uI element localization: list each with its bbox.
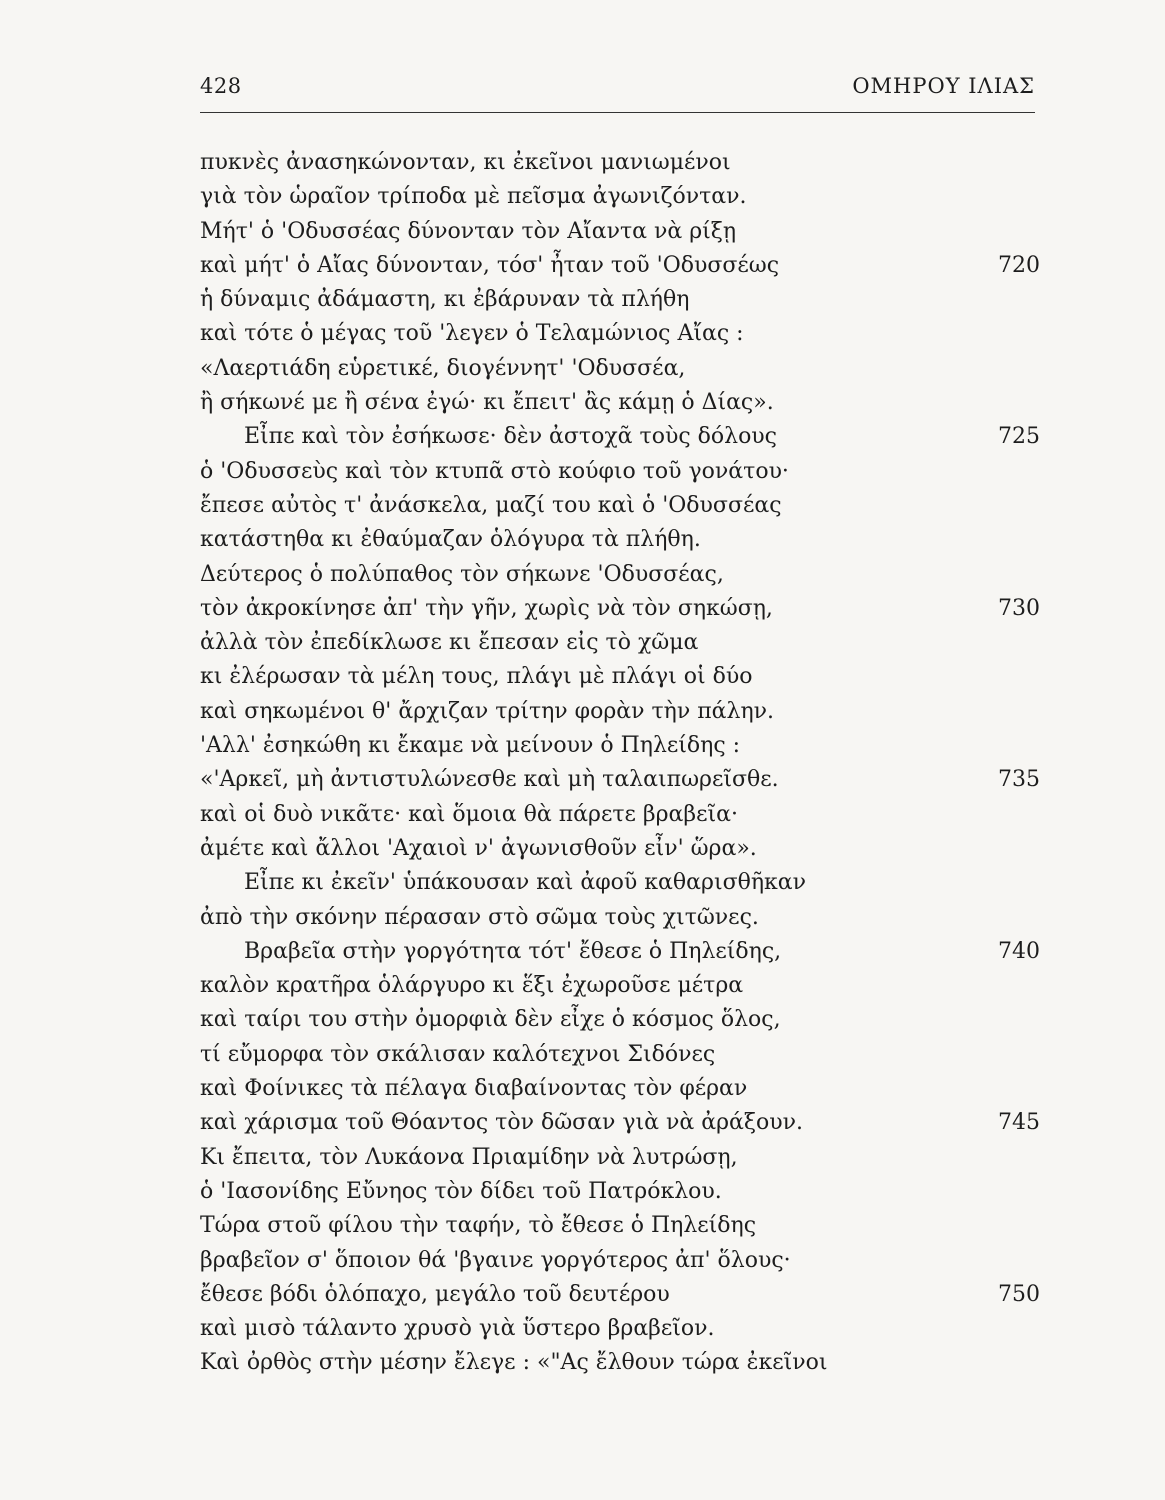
verse-text: ἡ δύναμις ἀδάμαστη, κι ἐβάρυναν τὰ πλήθη (200, 287, 690, 313)
verse-number: 720 (998, 252, 1040, 278)
verse-number: 730 (998, 595, 1040, 621)
verse-line (200, 249, 1040, 283)
verse-text: καὶ μισὸ τάλαντο χρυσὸ γιὰ ὕστερο βραβεῖον. (200, 1316, 715, 1342)
verse-line (200, 798, 1040, 832)
verse-line (200, 729, 1040, 763)
verse-line (200, 969, 1040, 1003)
running-title: ΟΜΗΡΟΥ ΙΛΙΑΣ (852, 74, 1035, 98)
verse-text: γιὰ τὸν ὡραῖον τρίποδα μὲ πεῖσμα ἀγωνιζόνταν. (200, 184, 747, 210)
verse-text: ὁ 'Οδυσσεὺς καὶ τὸν κτυπᾶ στὸ κούφιο τοῦ γονάτου· (200, 458, 789, 484)
verse-line (200, 1003, 1040, 1037)
verse-text: κι ἐλέρωσαν τὰ μέλη τους, πλάγι μὲ πλάγι οἱ δύο (200, 664, 753, 690)
verse-text: ἀμέτε καὶ ἄλλοι 'Αχαιοὶ ν' ἀγωνισθοῦν εἶν' ὥρα». (200, 835, 757, 861)
verse-text: κατάστηθα κι ἐθαύμαζαν ὁλόγυρα τὰ πλήθη. (200, 527, 701, 553)
verse-line (200, 386, 1040, 420)
verse-line (200, 215, 1040, 249)
verse-text: καλὸν κρατῆρα ὁλάργυρο κι ἕξι ἐχωροῦσε μέτρα (200, 973, 744, 999)
verse-text: καὶ ταίρι του στὴν ὀμορφιὰ δὲν εἶχε ὁ κόσμος ὅλος, (200, 1007, 781, 1033)
verse-text: καὶ οἱ δυὸ νικᾶτε· καὶ ὅμοια θὰ πάρετε βραβεῖα· (200, 801, 739, 827)
verse-line (200, 626, 1040, 660)
verse-line (200, 695, 1040, 729)
verse-line (200, 352, 1040, 386)
verse-line (200, 763, 1040, 797)
verse-line (200, 1244, 1040, 1278)
verse-number: 750 (998, 1281, 1040, 1307)
verse-line (200, 489, 1040, 523)
verse-text: «Λαερτιάδη εὑρετικέ, διογέννητ' 'Οδυσσέα, (200, 355, 686, 381)
verse-text: Κι ἔπειτα, τὸν Λυκάονα Πριαμίδην νὰ λυτρώσῃ, (200, 1144, 738, 1170)
verse-text: Καὶ ὀρθὸς στὴν μέσην ἔλεγε : «"Ας ἔλθουν τώρα ἐκεῖνοι (200, 1350, 828, 1376)
verse-line (200, 1209, 1040, 1243)
verse-number: 725 (998, 424, 1040, 450)
verse-line (200, 866, 1040, 900)
verse-text: Εἶπε καὶ τὸν ἐσήκωσε· δὲν ἀστοχᾶ τοὺς δόλους (244, 424, 778, 450)
verse-text: «'Αρκεῖ, μὴ ἀντιστυλώνεσθε καὶ μὴ ταλαιπωρεῖσθε. (200, 767, 779, 793)
verse-line (200, 935, 1040, 969)
verse-line (200, 832, 1040, 866)
verse-line (200, 1346, 1040, 1380)
verse-line (200, 283, 1040, 317)
verse-text: Δεύτερος ὁ πολύπαθος τὸν σήκωνε 'Οδυσσέας, (200, 561, 724, 587)
verse-line (200, 1106, 1040, 1140)
verse-text: καὶ χάρισμα τοῦ Θόαντος τὸν δῶσαν γιὰ νὰ ἀράξουν. (200, 1110, 803, 1136)
verse-line (200, 523, 1040, 557)
verse-line (200, 455, 1040, 489)
verse-text: ἀλλὰ τὸν ἐπεδίκλωσε κι ἔπεσαν εἰς τὸ χῶμα (200, 630, 699, 656)
verse-text: καὶ σηκωμένοι θ' ἄρχιζαν τρίτην φορὰν τὴν πάλην. (200, 698, 775, 724)
page-number: 428 (200, 74, 242, 98)
verse-text: τὸν ἀκροκίνησε ἀπ' τὴν γῆν, χωρὶς νὰ τὸν σηκώσῃ, (200, 595, 773, 621)
verse-line (200, 901, 1040, 935)
verse-line (200, 1141, 1040, 1175)
verse-text: ἢ σήκωνέ με ἢ σένα ἐγώ· κι ἔπειτ' ἂς κάμῃ ὁ Δίας». (200, 390, 774, 416)
verse-line (200, 317, 1040, 351)
verse-number: 740 (998, 938, 1040, 964)
verse-text: καὶ Φοίνικες τὰ πέλαγα διαβαίνοντας τὸν φέραν (200, 1076, 748, 1102)
verse-text: 'Αλλ' ἐσηκώθη κι ἔκαμε νὰ μείνουν ὁ Πηλείδης : (200, 733, 741, 759)
verse-line (200, 1312, 1040, 1346)
verse-text: ὁ 'Ιασονίδης Εὔνηος τὸν δίδει τοῦ Πατρόκλου. (200, 1178, 722, 1204)
header-rule (200, 112, 1035, 113)
verse-line (200, 1072, 1040, 1106)
verse-line (200, 420, 1040, 454)
verse-number: 735 (998, 767, 1040, 793)
verse-text: Βραβεῖα στὴν γοργότητα τότ' ἔθεσε ὁ Πηλείδης, (244, 938, 782, 964)
verse-line (200, 660, 1040, 694)
verse-text: καὶ μήτ' ὁ Αἴας δύνονταν, τόσ' ἦταν τοῦ 'Οδυσσέως (200, 252, 780, 278)
page-header (200, 74, 1035, 110)
verse-text: Εἶπε κι ἐκεῖν' ὑπάκουσαν καὶ ἀφοῦ καθαρισθῆκαν (244, 870, 806, 896)
verse-line (200, 180, 1040, 214)
verse-text: ἀπὸ τὴν σκόνην πέρασαν στὸ σῶμα τοὺς χιτῶνες. (200, 904, 759, 930)
verse-text: Μήτ' ὁ 'Οδυσσέας δύνονταν τὸν Αἴαντα νὰ ρίξῃ (200, 218, 737, 244)
verse-line (200, 1175, 1040, 1209)
verse-text: ἔπεσε αὐτὸς τ' ἀνάσκελα, μαζί του καὶ ὁ 'Οδυσσέας (200, 492, 782, 518)
verse-text: τί εὔμορφα τὸν σκάλισαν καλότεχνοι Σιδόνες (200, 1041, 716, 1067)
verse-line (200, 558, 1040, 592)
verse-text: Τώρα στοῦ φίλου τὴν ταφήν, τὸ ἔθεσε ὁ Πηλείδης (200, 1213, 757, 1239)
verse-block (200, 146, 1040, 1381)
verse-line (200, 1278, 1040, 1312)
verse-text: ἔθεσε βόδι ὁλόπαχο, μεγάλο τοῦ δευτέρου (200, 1281, 670, 1307)
verse-line (200, 1038, 1040, 1072)
verse-text: πυκνὲς ἀνασηκώνονταν, κι ἐκεῖνοι μανιωμένοι (200, 150, 731, 175)
verse-line (200, 592, 1040, 626)
verse-text: καὶ τότε ὁ μέγας τοῦ 'λεγεν ὁ Τελαμώνιος Αἴας : (200, 321, 744, 347)
verse-line (200, 146, 1040, 180)
verse-text: βραβεῖον σ' ὅποιον θά 'βγαινε γοργότερος ἀπ' ὅλους· (200, 1247, 791, 1273)
verse-number: 745 (998, 1110, 1040, 1136)
